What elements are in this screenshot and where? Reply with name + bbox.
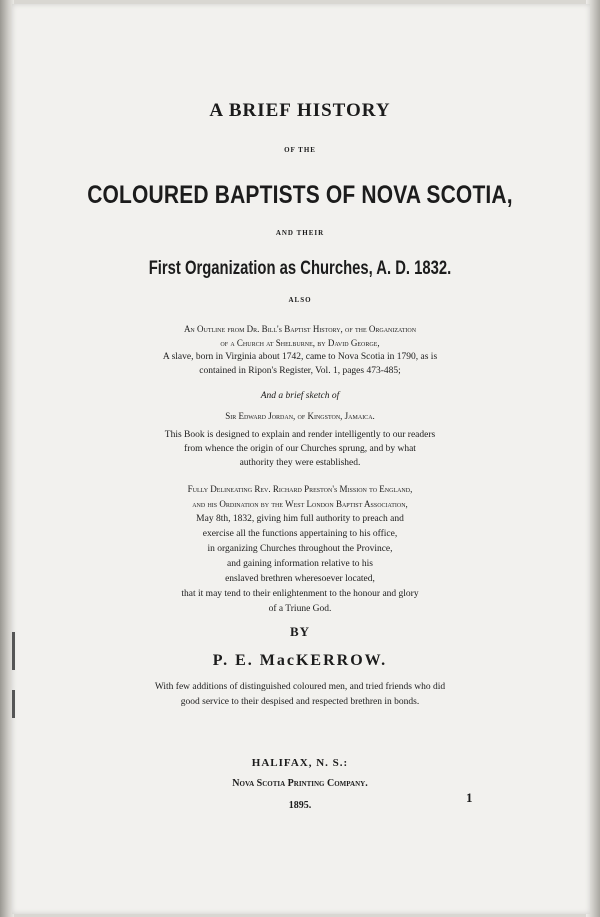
outline-line: A slave, born in Virginia about 1742, came to Nova Scotia in 1790, as is <box>162 352 438 362</box>
delineating-line: in organizing Churches throughout the Province, <box>207 544 393 554</box>
outline-line: of a Church at Shelburne, by David George, <box>220 338 380 348</box>
title-and-their: AND THEIR <box>275 229 325 237</box>
additions-line: good service to their despised and respected brethren in bonds. <box>180 697 420 707</box>
delineating-line: exercise all the functions appertaining to his office, <box>202 529 398 539</box>
title-line-3: First Organization as Churches, A. D. 1832. <box>148 258 452 279</box>
title-line-2: COLOURED BAPTISTS OF NOVA SCOTIA, <box>87 181 513 209</box>
also-label: ALSO <box>288 296 312 304</box>
title-of-the: OF THE <box>284 146 316 154</box>
author-name: P. E. MacKERROW. <box>212 652 388 669</box>
sketch-line: Sir Edward Jordan, of Kingston, Jamaica. <box>225 411 375 421</box>
delineating-line: that it may tend to their enlightenment to the honour and glory <box>181 589 419 599</box>
delineating-line: enslaved brethren wheresoever located, <box>225 574 375 584</box>
delineating-paragraph <box>0 482 600 617</box>
outline-line: contained in Ripon's Register, Vol. 1, pages 473-485; <box>199 366 401 376</box>
design-line: authority they were established. <box>239 458 361 468</box>
delineating-line: of a Triune God. <box>268 604 332 614</box>
delineating-line: Fully Delineating Rev. Richard Preston's Mission to England, <box>187 484 413 494</box>
imprint-place: HALIFAX, N. S.: <box>251 757 349 769</box>
outline-line: An Outline from Dr. Bill's Baptist History, of the Organization <box>183 324 417 334</box>
delineating-line: May 8th, 1832, giving him full authority to preach and <box>196 514 404 524</box>
additions-paragraph <box>0 680 600 710</box>
outline-paragraph <box>0 322 600 378</box>
delineating-line: and gaining information relative to his <box>227 559 373 569</box>
imprint-year: 1895. <box>288 800 312 811</box>
sketch-line: And a brief sketch of <box>260 391 340 401</box>
additions-line: With few additions of distinguished coloured men, and tried friends who did <box>154 682 446 692</box>
imprint-printer: Nova Scotia Printing Company. <box>232 778 368 789</box>
title-line-1: A BRIEF HISTORY <box>209 100 391 121</box>
design-paragraph <box>0 428 600 470</box>
margin-mark: 1 <box>466 790 473 805</box>
by-label: BY <box>289 624 311 639</box>
delineating-line: and his Ordination by the West London Baptist Association, <box>192 499 408 509</box>
sketch-paragraph <box>0 386 600 426</box>
design-line: from whence the origin of our Churches sprung, and by what <box>184 444 416 454</box>
design-line: This Book is designed to explain and render intelligently to our readers <box>164 430 436 440</box>
